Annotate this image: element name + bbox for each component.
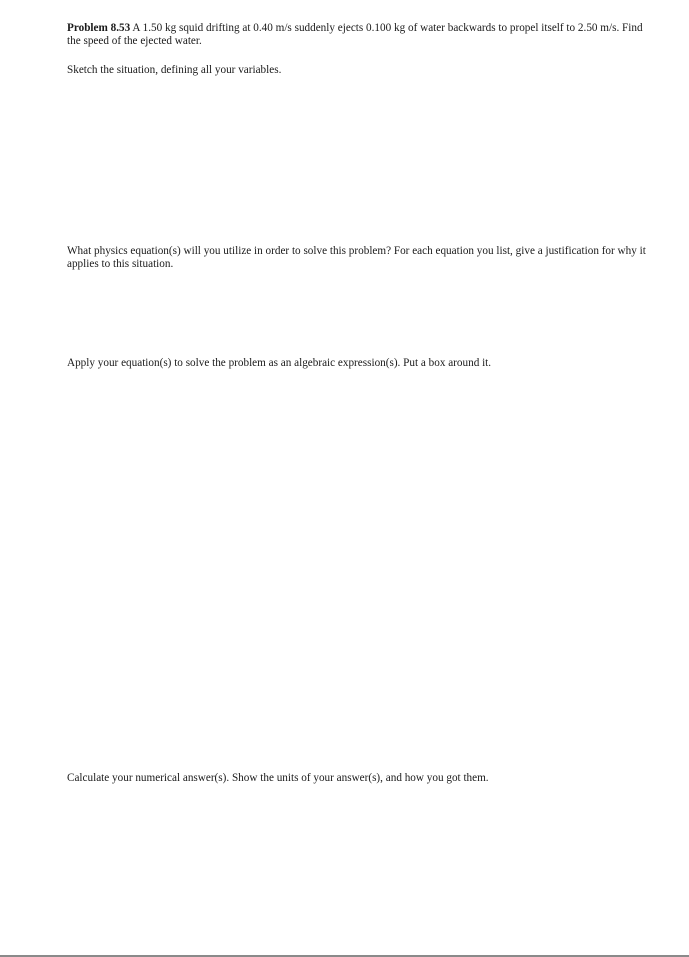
problem-label: Problem 8.53 bbox=[67, 22, 131, 34]
problem-statement bbox=[67, 22, 647, 47]
algebra-prompt: Apply your equation(s) to solve the problem as an algebraic expression(s). Put a box around it. bbox=[67, 357, 492, 369]
numerical-prompt: Calculate your numerical answer(s). Show the units of your answer(s), and how you got them. bbox=[67, 772, 489, 784]
problem-text: A 1.50 kg squid drifting at 0.40 m/s suddenly ejects 0.100 kg of water backwards to propel itself to 2.50 m/s. Find the speed of the ejected water. bbox=[67, 22, 643, 47]
equations-prompt: What physics equation(s) will you utilize in order to solve this problem? For each equation you list, give a justification for why it applies to this situation. bbox=[67, 245, 646, 270]
sketch-prompt: Sketch the situation, defining all your variables. bbox=[67, 64, 282, 76]
